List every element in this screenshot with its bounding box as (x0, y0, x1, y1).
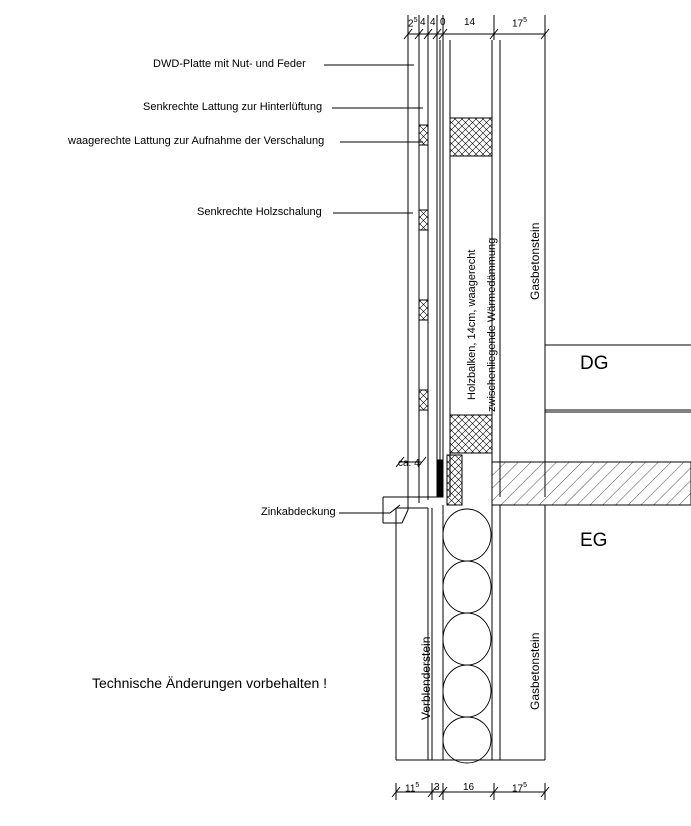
label-holzbalken: Holzbalken, 14cm, waagerecht (466, 249, 478, 400)
callout-senkrechte-holzschalung: Senkrechte Holzschalung (197, 206, 322, 218)
dimension-top-4: 0 (440, 17, 446, 28)
inline-dimension-ca4: ca. 4 (398, 458, 420, 469)
floor-label-dg: DG (580, 353, 609, 374)
label-zwischenliegende-daemmung: zwischenliegende Wärmedämmung (486, 237, 498, 412)
dimension-bottom-4: $17^5$ (512, 782, 528, 795)
dimension-top-2: 4 (420, 17, 426, 28)
label-verblenderstein: Verblenderstein (419, 636, 433, 720)
callout-senkrechte-lattung: Senkrechte Lattung zur Hinterlüftung (143, 101, 323, 113)
disclaimer-note: Technische Änderungen vorbehalten ! (92, 675, 328, 691)
dimension-bottom-1: $11^5$ (405, 782, 420, 795)
dimension-top-1: $2^5$ (408, 17, 418, 30)
floor-label-eg: EG (580, 530, 608, 551)
dimension-bottom-3: 16 (463, 782, 475, 793)
label-gasbetonstein-dg: Gasbetonstein (528, 222, 542, 300)
label-gasbetonstein-eg: Gasbetonstein (528, 632, 542, 710)
dimension-bottom-2: 3 (434, 782, 440, 793)
dimension-top-3: 4 (430, 17, 436, 28)
callout-dwd-platte: DWD-Platte mit Nut- und Feder (153, 58, 306, 70)
dimension-top-6: $17^5$ (512, 17, 528, 30)
callout-waagerechte-lattung: waagerechte Lattung zur Aufnahme der Verschalung (68, 135, 325, 147)
callout-zinkabdeckung: Zinkabdeckung (261, 506, 336, 518)
dimension-top-5: 14 (464, 17, 476, 28)
